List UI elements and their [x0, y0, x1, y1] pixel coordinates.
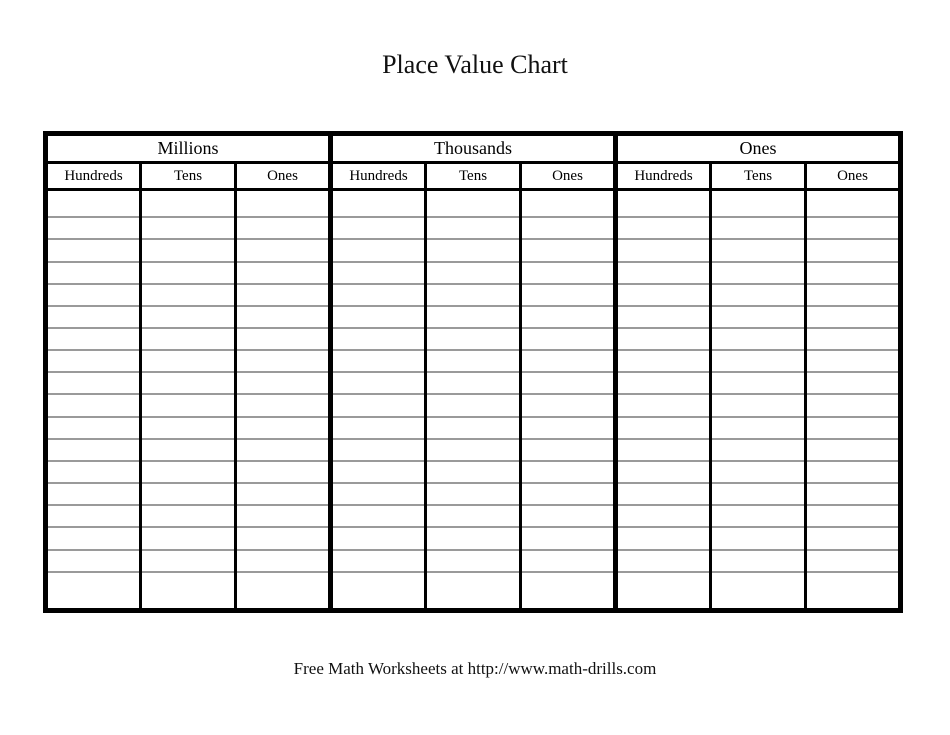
table-row [46, 483, 901, 505]
empty-cell [806, 550, 901, 572]
place-value-table [43, 131, 903, 613]
empty-cell [616, 239, 711, 261]
empty-cell [426, 306, 521, 328]
empty-cell [521, 417, 616, 439]
empty-cell [426, 572, 521, 611]
empty-cell [806, 372, 901, 394]
empty-cell [616, 394, 711, 416]
empty-cell [521, 550, 616, 572]
empty-cell [331, 328, 426, 350]
empty-cell [331, 572, 426, 611]
group-header-ones: Ones [616, 134, 901, 163]
subheader-thousands-ones: Ones [521, 163, 616, 190]
empty-cell [521, 284, 616, 306]
empty-cell [711, 439, 806, 461]
empty-cell [141, 350, 236, 372]
empty-cell [46, 239, 141, 261]
empty-cell [521, 505, 616, 527]
empty-cell [331, 284, 426, 306]
empty-cell [236, 394, 331, 416]
empty-cell [616, 262, 711, 284]
empty-cell [616, 550, 711, 572]
empty-cell [806, 239, 901, 261]
empty-cell [426, 350, 521, 372]
empty-cell [711, 483, 806, 505]
empty-cell [616, 461, 711, 483]
empty-cell [236, 239, 331, 261]
empty-cell [236, 328, 331, 350]
empty-cell [331, 505, 426, 527]
empty-cell [426, 262, 521, 284]
empty-cell [236, 190, 331, 218]
empty-cell [141, 527, 236, 549]
subheader-millions-tens: Tens [141, 163, 236, 190]
empty-cell [711, 328, 806, 350]
empty-cell [236, 461, 331, 483]
subheader-millions-ones: Ones [236, 163, 331, 190]
table-row [46, 417, 901, 439]
table-row [46, 505, 901, 527]
empty-cell [331, 306, 426, 328]
empty-cell [236, 306, 331, 328]
empty-cell [806, 306, 901, 328]
empty-cell [521, 350, 616, 372]
empty-cell [46, 483, 141, 505]
empty-cell [141, 217, 236, 239]
empty-cell [331, 439, 426, 461]
empty-cell [46, 190, 141, 218]
empty-cell [521, 527, 616, 549]
empty-cell [46, 262, 141, 284]
empty-cell [331, 239, 426, 261]
empty-cell [806, 394, 901, 416]
empty-cell [806, 483, 901, 505]
empty-cell [426, 284, 521, 306]
empty-cell [521, 239, 616, 261]
empty-cell [426, 439, 521, 461]
empty-cell [616, 328, 711, 350]
table-row [46, 572, 901, 611]
empty-cell [331, 550, 426, 572]
empty-cell [331, 372, 426, 394]
empty-cell [806, 328, 901, 350]
table-row [46, 190, 901, 218]
empty-cell [806, 417, 901, 439]
empty-cell [141, 550, 236, 572]
empty-cell [331, 527, 426, 549]
empty-cell [46, 550, 141, 572]
table-header [46, 134, 901, 190]
group-header-row [46, 134, 901, 163]
empty-cell [236, 572, 331, 611]
empty-cell [616, 505, 711, 527]
empty-cell [46, 461, 141, 483]
table-row [46, 461, 901, 483]
empty-cell [616, 439, 711, 461]
table-row [46, 394, 901, 416]
empty-cell [141, 461, 236, 483]
empty-cell [521, 372, 616, 394]
empty-cell [616, 190, 711, 218]
subheader-ones-hundreds: Hundreds [616, 163, 711, 190]
table-row [46, 350, 901, 372]
empty-cell [46, 328, 141, 350]
empty-cell [616, 527, 711, 549]
empty-cell [426, 190, 521, 218]
table-row [46, 217, 901, 239]
empty-cell [426, 217, 521, 239]
empty-cell [46, 572, 141, 611]
empty-cell [521, 262, 616, 284]
page-title: Place Value Chart [382, 50, 568, 79]
empty-cell [236, 550, 331, 572]
empty-cell [616, 417, 711, 439]
empty-cell [711, 527, 806, 549]
empty-cell [426, 417, 521, 439]
empty-cell [236, 505, 331, 527]
empty-cell [331, 417, 426, 439]
empty-cell [141, 306, 236, 328]
empty-cell [141, 439, 236, 461]
empty-cell [46, 217, 141, 239]
group-header-thousands: Thousands [331, 134, 616, 163]
empty-cell [141, 284, 236, 306]
empty-cell [521, 217, 616, 239]
empty-cell [521, 328, 616, 350]
empty-cell [806, 217, 901, 239]
empty-cell [141, 372, 236, 394]
empty-cell [331, 394, 426, 416]
table-row [46, 262, 901, 284]
empty-cell [426, 505, 521, 527]
table-row [46, 527, 901, 549]
empty-cell [236, 483, 331, 505]
empty-cell [521, 572, 616, 611]
empty-cell [806, 190, 901, 218]
empty-cell [711, 350, 806, 372]
empty-cell [806, 262, 901, 284]
empty-cell [46, 439, 141, 461]
empty-cell [141, 572, 236, 611]
empty-cell [236, 372, 331, 394]
table-row [46, 328, 901, 350]
empty-cell [426, 483, 521, 505]
empty-cell [141, 394, 236, 416]
empty-cell [616, 572, 711, 611]
subheader-ones-ones: Ones [806, 163, 901, 190]
empty-cell [46, 394, 141, 416]
empty-cell [521, 461, 616, 483]
empty-cell [331, 350, 426, 372]
empty-cell [616, 350, 711, 372]
empty-cell [141, 262, 236, 284]
subheader-row [46, 163, 901, 190]
empty-cell [806, 439, 901, 461]
table-body [46, 190, 901, 611]
empty-cell [711, 239, 806, 261]
empty-cell [616, 483, 711, 505]
empty-cell [806, 284, 901, 306]
footer-credit: Free Math Worksheets at http://www.math-drills.com [293, 659, 657, 678]
empty-cell [426, 550, 521, 572]
table-row [46, 550, 901, 572]
empty-cell [331, 461, 426, 483]
empty-cell [711, 461, 806, 483]
empty-cell [711, 505, 806, 527]
empty-cell [806, 461, 901, 483]
table-row [46, 284, 901, 306]
empty-cell [46, 350, 141, 372]
empty-cell [521, 190, 616, 218]
table-row [46, 239, 901, 261]
table-row [46, 306, 901, 328]
empty-cell [141, 505, 236, 527]
group-header-millions: Millions [46, 134, 331, 163]
empty-cell [141, 483, 236, 505]
empty-cell [806, 572, 901, 611]
empty-cell [426, 461, 521, 483]
empty-cell [141, 328, 236, 350]
empty-cell [331, 262, 426, 284]
empty-cell [236, 217, 331, 239]
subheader-ones-tens: Tens [711, 163, 806, 190]
empty-cell [521, 483, 616, 505]
empty-cell [46, 372, 141, 394]
empty-cell [711, 284, 806, 306]
empty-cell [711, 572, 806, 611]
table-row [46, 439, 901, 461]
empty-cell [426, 394, 521, 416]
empty-cell [236, 439, 331, 461]
empty-cell [236, 262, 331, 284]
empty-cell [711, 394, 806, 416]
empty-cell [711, 262, 806, 284]
empty-cell [236, 527, 331, 549]
empty-cell [46, 284, 141, 306]
empty-cell [331, 483, 426, 505]
empty-cell [141, 239, 236, 261]
empty-cell [806, 505, 901, 527]
empty-cell [711, 190, 806, 218]
subheader-thousands-hundreds: Hundreds [331, 163, 426, 190]
empty-cell [806, 350, 901, 372]
empty-cell [46, 527, 141, 549]
empty-cell [141, 190, 236, 218]
empty-cell [46, 505, 141, 527]
empty-cell [711, 306, 806, 328]
empty-cell [616, 284, 711, 306]
empty-cell [711, 550, 806, 572]
empty-cell [46, 306, 141, 328]
empty-cell [426, 372, 521, 394]
empty-cell [46, 417, 141, 439]
empty-cell [521, 439, 616, 461]
empty-cell [616, 217, 711, 239]
empty-cell [331, 190, 426, 218]
empty-cell [331, 217, 426, 239]
empty-cell [711, 217, 806, 239]
empty-cell [141, 417, 236, 439]
empty-cell [426, 328, 521, 350]
empty-cell [616, 372, 711, 394]
empty-cell [236, 417, 331, 439]
subheader-thousands-tens: Tens [426, 163, 521, 190]
empty-cell [236, 284, 331, 306]
empty-cell [616, 306, 711, 328]
subheader-millions-hundreds: Hundreds [46, 163, 141, 190]
empty-cell [711, 417, 806, 439]
empty-cell [236, 350, 331, 372]
empty-cell [521, 306, 616, 328]
empty-cell [711, 372, 806, 394]
empty-cell [426, 527, 521, 549]
empty-cell [521, 394, 616, 416]
table-row [46, 372, 901, 394]
empty-cell [806, 527, 901, 549]
empty-cell [426, 239, 521, 261]
